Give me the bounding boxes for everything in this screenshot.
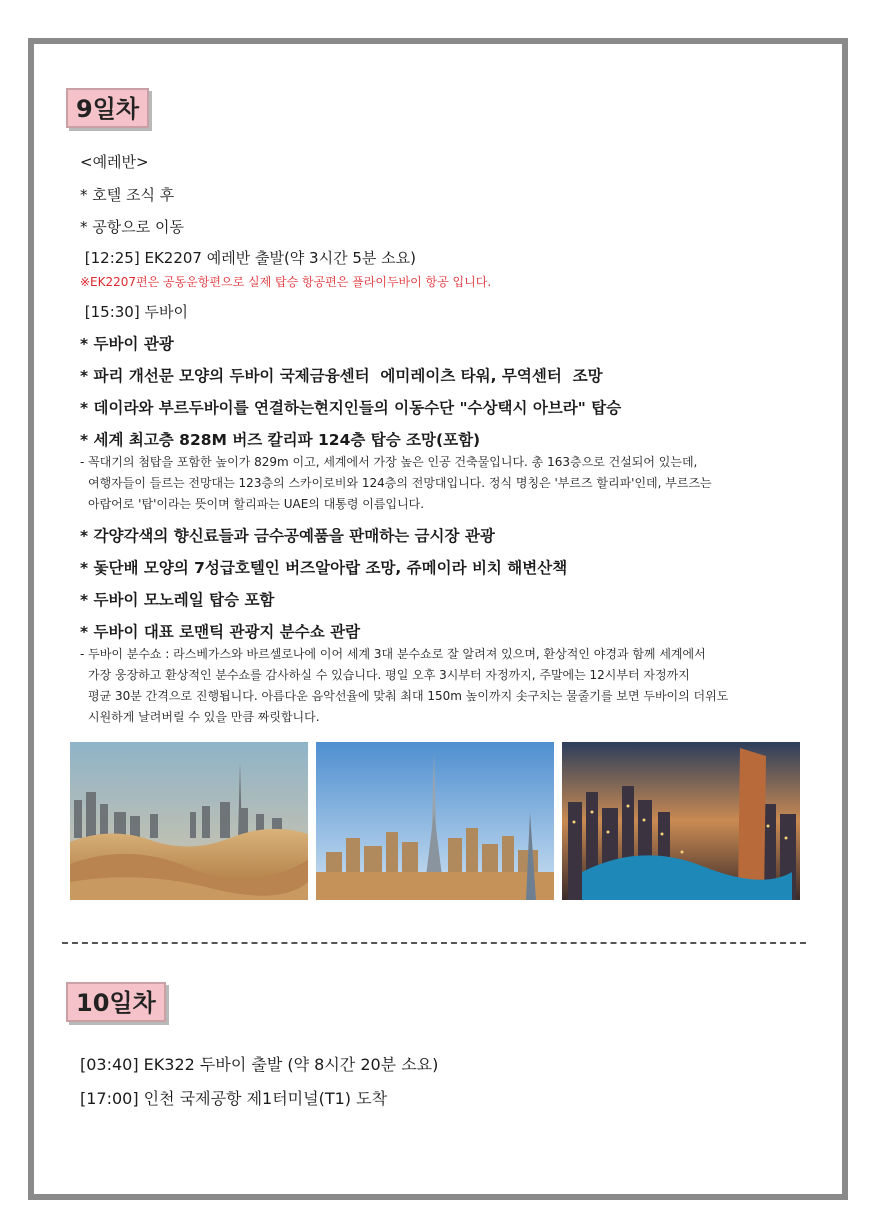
day9-badge: 9일차 [66, 88, 149, 128]
page-frame [28, 38, 848, 1200]
fountain-desc-line: 평균 30분 간격으로 진행됩니다. 아름다운 음악선율에 맞춰 최대 150m 높이까지 솟구치는 물줄기를 보면 두바이의 더위도 [88, 689, 729, 703]
burj-description [80, 452, 820, 515]
day9-line-2: * 호텔 조식 후 [80, 186, 175, 204]
burj-desc-line: - 꼭대기의 첨탑을 포함한 높이가 829m 이고, 세계에서 가장 높은 인공 건축물입니다. 총 163층으로 건설되어 있는데, [80, 455, 698, 469]
bullet-gold-souk: * 각양각색의 향신료들과 금수공예품을 판매하는 금시장 관광 [80, 527, 495, 545]
desert-skyline-image [70, 742, 308, 900]
fountain-desc-line: 가장 웅장하고 환상적인 분수쇼를 감사하실 수 있습니다. 평일 오후 3시부터 자정까지, 주말에는 12시부터 자정까지 [88, 668, 690, 682]
bullet-dubai-tour: * 두바이 관광 [80, 335, 174, 353]
day10-arrival: [17:00] 인천 국제공항 제1터미널(T1) 도착 [80, 1089, 388, 1108]
section-divider [62, 942, 806, 944]
fountain-desc-line: 시원하게 날려버릴 수 있을 만큼 짜릿합니다. [88, 710, 320, 724]
fountain-description [80, 644, 820, 728]
dubai-marina-night-image [562, 742, 800, 900]
day9-departure: [12:25] EK2207 예레반 출발(약 3시간 5분 소요) [80, 249, 416, 267]
burj-desc-line: 여행자들이 들르는 전망대는 123층의 스카이로비와 124층의 전망대입니다. 정식 명칭은 '부르즈 할리파'인데, 부르즈는 [88, 476, 712, 490]
day10-badge: 10일차 [66, 982, 166, 1022]
day9-line-1: <예레반> [80, 153, 149, 171]
bullet-monorail: * 두바이 모노레일 탑승 포함 [80, 591, 275, 609]
bullet-burj-al-arab: * 돛단배 모양의 7성급호텔인 버즈알아랍 조망, 쥬메이라 비치 해변산책 [80, 559, 568, 577]
day9-line-3: * 공항으로 이동 [80, 218, 184, 236]
burj-desc-line: 아랍어로 '탑'이라는 뜻이며 할리파는 UAE의 대통령 이름입니다. [88, 497, 425, 511]
codeshare-notice: ※EK2207편은 공동운항편으로 실제 탑승 항공편은 플라이두바이 항공 입니다. [80, 275, 492, 289]
bullet-abra: * 데이라와 부르두바이를 연결하는현지인들의 이동수단 "수상택시 아브라" 탑승 [80, 399, 622, 417]
day10-departure: [03:40] EK322 두바이 출발 (약 8시간 20분 소요) [80, 1055, 439, 1074]
bullet-difc: * 파리 개선문 모양의 두바이 국제금융센터 에미레이츠 타워, 무역센터 조망 [80, 367, 603, 385]
day9-arrival: [15:30] 두바이 [80, 303, 188, 321]
burj-khalifa-city-image [316, 742, 554, 900]
bullet-burj-khalifa: * 세계 최고층 828M 버즈 칼리파 124층 탑승 조망(포함) [80, 431, 481, 449]
fountain-desc-line: - 두바이 분수쇼 : 라스베가스와 바르셀로나에 이어 세계 3대 분수쇼로 잘 알려져 있으며, 환상적인 야경과 함께 세계에서 [80, 647, 706, 661]
bullet-fountain: * 두바이 대표 로맨틱 관광지 분수쇼 관람 [80, 623, 361, 641]
